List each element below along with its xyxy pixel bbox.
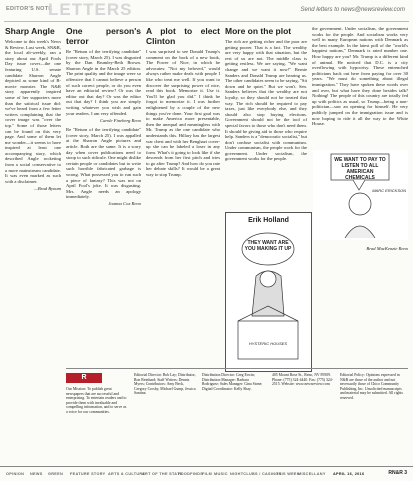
footer-nav-foodfinds[interactable]: FOODFINDS: [178, 472, 204, 476]
masthead: [66, 368, 408, 459]
footer-nav-nightclubs[interactable]: NIGHTCLUBS / CASINOS: [230, 472, 282, 476]
letter-heading: One person's terror: [66, 26, 141, 46]
footer-nav-this-week[interactable]: THIS WEEK: [276, 472, 300, 476]
staff-list: Editorial Director: Bob Lay; Distributor, Ron Reinhard; Staff Writers: Dennis Myers; Contributors: Amy Beck, Gregory Crosby, Michael Gump, Jessica Santina.: [134, 373, 196, 396]
letters-column-5-tail: [312, 245, 408, 256]
footer-nav-art-of-state[interactable]: ART OF THE STATE: [142, 472, 183, 476]
footer-nav-film[interactable]: FILM: [202, 472, 213, 476]
editors-note-heading: Sharp Angle: [5, 26, 55, 36]
letter-body: Re "Return of the terrifying candidate" (cover story, March 25). I was disgusted by the Dan Brumley-Beth Brown. Sharron Angle in the March 25 edition. The print quality and the image were so offensive that I cannot believe a person of such correct people, or do you even have an editorial review? Or was the editor out that day? Or was the editor out that day? I think you are simply writing whatever you wish and gain your readers. I am very offended.: [66, 49, 141, 116]
send-letters-link[interactable]: Send letters to news@newsreview.com: [300, 7, 405, 13]
editorial-policy: Editorial Policy: Opinions expressed in N&R are those of the author and not necessarily those of Chico Community Publishing, Inc. Unsolicited manuscripts and material may be submitted. All rights reserved.: [340, 373, 403, 400]
section-label: EDITOR'S NOTE: [6, 6, 53, 12]
distribution-staff: Distribution Director: Greg Erwin; Distribution Manager: Barbara Rodriguez; Sales Manager: Gina Stone; Digital Coordinator: Kelly Shay.: [202, 373, 263, 391]
header-rule: [4, 21, 409, 22]
cartoon2-signature: MARC ERICKSON: [372, 188, 406, 193]
editors-note-body: Welcome to this week's News & Review. Last week, SN&R, the local alt-weekly, ran a story about our April Fools Day issue cover—the one featuring U.S. senate candidate Sharron Angle depicted as some kind of B-movie monster. The N&R story apparently inspired some of her supporters more than the satirical issue did: we've heard from a few letter writers complaining that the cover image was "over the top." Some of those letters can be found on this very page. And some of them let me wonder—it seems to have inspired at least one accompanying story, which described Angle rocketing from a social conservative to a more mainstream candidate. It was even marked as such with a disclaimer.: [5, 39, 61, 184]
page-title: LETTERS: [48, 0, 133, 19]
cartoon-caption: HYSTERIC HOUSES: [248, 341, 288, 346]
cartoon-artist: Erik Holland: [248, 217, 289, 224]
editors-note: [5, 26, 61, 196]
paper-logo: R: [66, 373, 102, 383]
letter-body: The rich are getting richer and the poor are getting poorer. That is a fact. The wealthy are very happy with that situation, but the rest of us are not. The middle class is getting restless. We are saying, "We want change and we want it now!" Bernie Sanders and Donald Trump are hearing us. The other candidates seem to be saying, "Sit down and be quiet." But we won't. Sen. Sanders believes that the wealthy are not loyalty, so they should not be treated that way. The rich should be required to pay taxes, just like everybody else, and they should also stop buying elections. Government should not be the tool of special favors to those who don't need them. It should be giving aid to those who require help. Sanders is a "democratic socialist," but don't confuse socialist with communism. Under communism, the people work for the government. Under socialism, the government works for the people.: [225, 39, 307, 162]
letter-body: the government. Under socialism, the government works for the people. And socialism works very well in many European nations with Denmark as the best example. In the latest poll of the "world's happiest nations," Denmark is rated number one. How happy are you? Mr. Trump is a different kind of animal. He noticed that D.C. is a city overflowing with hypocrisy. These entrenched politicians back out here from paying for over 30 years. "We must do something about illegal immigration." They have spoken these words over and over, but what have they done besides talk? Nothing! The people of this country are totally fed up with politics as usual, so Trump—being a non-politician—saw an opening for himself. He very publicly jumped on the immigration issue and is now hoping to ride it all the way to the White House.: [312, 26, 408, 127]
footer-nav-green[interactable]: GREEN: [48, 472, 64, 476]
cartoon-marc-erickson: [313, 150, 408, 240]
page-number: RN&R 3: [388, 470, 407, 476]
letters-column-4: [225, 26, 307, 211]
footer-nav-opinion[interactable]: OPINION: [6, 472, 25, 476]
footer-nav-news[interactable]: NEWS: [30, 472, 43, 476]
letter-body: I was surprised to see Donald Trump's comment on the back of a new book, The Power of Nice, in which he advocates: "Not my beloved," would always rather make deals with people I like who treat me well. If you want to discover the surprising power of nice, read this book. Memorize it. Use it. You'll be glad you did." I think he forgot to memorize it. I was further enlightened by a couple of the new things you've done. Your first goal was to make America more presentable, then the unequal and meaningless with Mr. Trump as the one candidate who understands this. Hillary has the largest war chest and with her Benghazi cover-up she can be labeled a loser in any form. What's it going to look like if she descends from her first pitch and tries to go after Trump? And how do you rate her debate skills? It would be a great way to stop Trump.: [146, 49, 221, 178]
contact-info: 405 Mount Rose St., Reno, NV 89509. Phone: (775) 324-4440. Fax: (775) 324-2515. Website: www.newsreview.com: [272, 373, 333, 387]
footer-nav-arts[interactable]: ARTS & CULTURE: [108, 472, 146, 476]
letter-signature: Carole Fineberg Reno: [100, 117, 141, 123]
letter-signature: Joanna Cox Reno: [108, 201, 141, 207]
cartoon-erik-holland: [225, 212, 312, 372]
letter-body: Re "Return of the terrifying candidate" (cover story, March 25). I was appalled at the Sharron Angle pictures and article. Both are the same. It is a sorry day when cover publications need to stoop to such ridicule. One might dislike certain people or candidates but to write such horrible fabricated garbage is wrong. What possessed you to run such a piece of fantasy? This was not on April Fool's joke. It was disgusting. Mrs. Angle needs an apology immediately.: [66, 127, 141, 200]
issue-date: APRIL 16, 2016: [333, 472, 365, 476]
letters-column-3: [146, 26, 220, 179]
letter-heading: A plot to elect Clinton: [146, 26, 220, 46]
footer-nav-miscellany[interactable]: MISCELLANY: [298, 472, 326, 476]
cartoon2-speech-bubble: WE WANT TO PAY TO LISTEN TO ALL AMERICAN CHEMICALS: [334, 157, 386, 181]
letters-column-5: [312, 26, 408, 146]
letter-signature: Brad MacKenzie Reno: [366, 246, 408, 251]
letter-heading: More on the plot: [225, 26, 292, 36]
footer-nav-feature[interactable]: FEATURE STORY: [70, 472, 106, 476]
page-footer: [0, 466, 413, 481]
mission-statement: Our Mission: To publish great newspapers that are successful and enterprising. To entertain readers and to provide them with invaluable and compelling information, and to serve as a voice for our communities.: [66, 387, 127, 414]
editors-note-signature: —Brad Bynum: [33, 185, 61, 191]
letters-column-2: [66, 26, 141, 211]
footer-nav-music[interactable]: MUSIC: [214, 472, 228, 476]
cartoon-speech-bubble: THEY WANT ARE YOU MAKING IT UP: [244, 240, 292, 252]
page-header: [0, 0, 413, 22]
